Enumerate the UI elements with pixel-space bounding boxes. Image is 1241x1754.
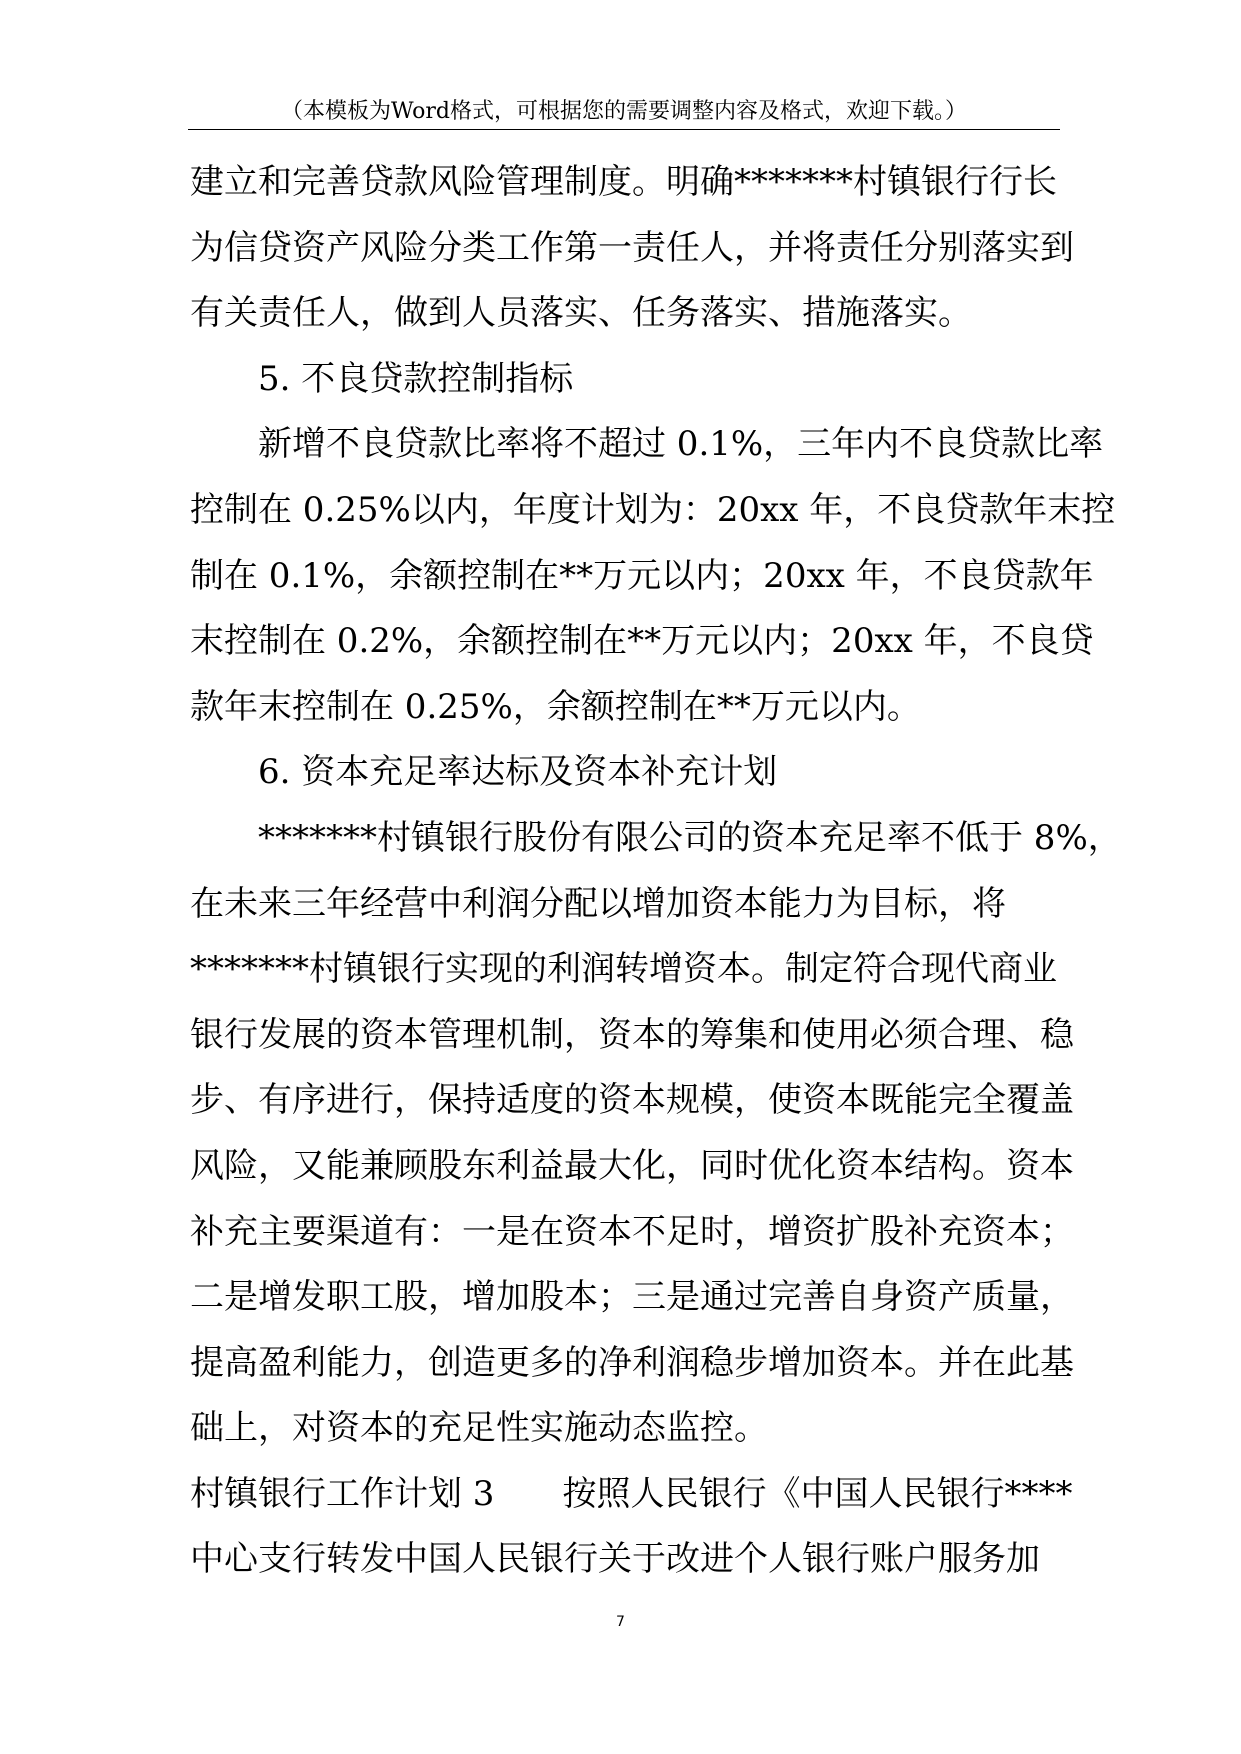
text-line: 新增不良贷款比率将不超过 0.1%，三年内不良贷款比率 bbox=[258, 424, 1104, 465]
text-line: 款年末控制在 0.25%，余额控制在**万元以内。 bbox=[190, 686, 921, 727]
header-note: （本模板为Word格式，可根据您的需要调整内容及格式，欢迎下载。） bbox=[281, 99, 967, 124]
text-line: *******村镇银行股份有限公司的资本充足率不低于 8%， bbox=[258, 817, 1122, 858]
text-line: 提高盈利能力，创造更多的净利润稳步增加资本。并在此基 bbox=[190, 1342, 1074, 1383]
text-line: 础上，对资本的充足性实施动态监控。 bbox=[190, 1408, 768, 1449]
text-line: 控制在 0.25%以内，年度计划为：20xx 年，不良贷款年末控 bbox=[190, 489, 1116, 530]
section-heading: 5. 不良贷款控制指标 bbox=[258, 358, 574, 399]
text-line: 为信贷资产风险分类工作第一责任人，并将责任分别落实到 bbox=[190, 227, 1074, 268]
text-line: 有关责任人，做到人员落实、任务落实、措施落实。 bbox=[190, 293, 972, 334]
section-heading: 6. 资本充足率达标及资本补充计划 bbox=[258, 752, 778, 793]
document-body bbox=[190, 150, 1122, 1593]
text-line: 步、有序进行，保持适度的资本规模，使资本既能完全覆盖 bbox=[190, 1080, 1074, 1121]
header-divider bbox=[188, 129, 1060, 130]
page-number: 7 bbox=[616, 1614, 625, 1630]
text-line: 末控制在 0.2%，余额控制在**万元以内；20xx 年，不良贷 bbox=[190, 621, 1094, 662]
text-line: 二是增发职工股，增加股本；三是通过完善自身资产质量， bbox=[190, 1277, 1074, 1318]
text-line: *******村镇银行实现的利润转增资本。制定符合现代商业 bbox=[190, 949, 1057, 990]
text-line: 在未来三年经营中利润分配以增加资本能力为目标，将 bbox=[190, 883, 1006, 924]
text-line: 制在 0.1%，余额控制在**万元以内；20xx 年，不良贷款年 bbox=[190, 555, 1094, 596]
text-line: 村镇银行工作计划 3 按照人民银行《中国人民银行**** bbox=[190, 1473, 1073, 1514]
text-line: 中心支行转发中国人民银行关于改进个人银行账户服务加 bbox=[190, 1539, 1040, 1580]
text-line: 补充主要渠道有：一是在资本不足时，增资扩股补充资本； bbox=[190, 1211, 1074, 1252]
text-line: 建立和完善贷款风险管理制度。明确*******村镇银行行长 bbox=[190, 162, 1057, 202]
text-line: 风险，又能兼顾股东利益最大化，同时优化资本结构。资本 bbox=[190, 1145, 1074, 1186]
text-line: 银行发展的资本管理机制，资本的筹集和使用必须合理、稳 bbox=[190, 1014, 1074, 1055]
